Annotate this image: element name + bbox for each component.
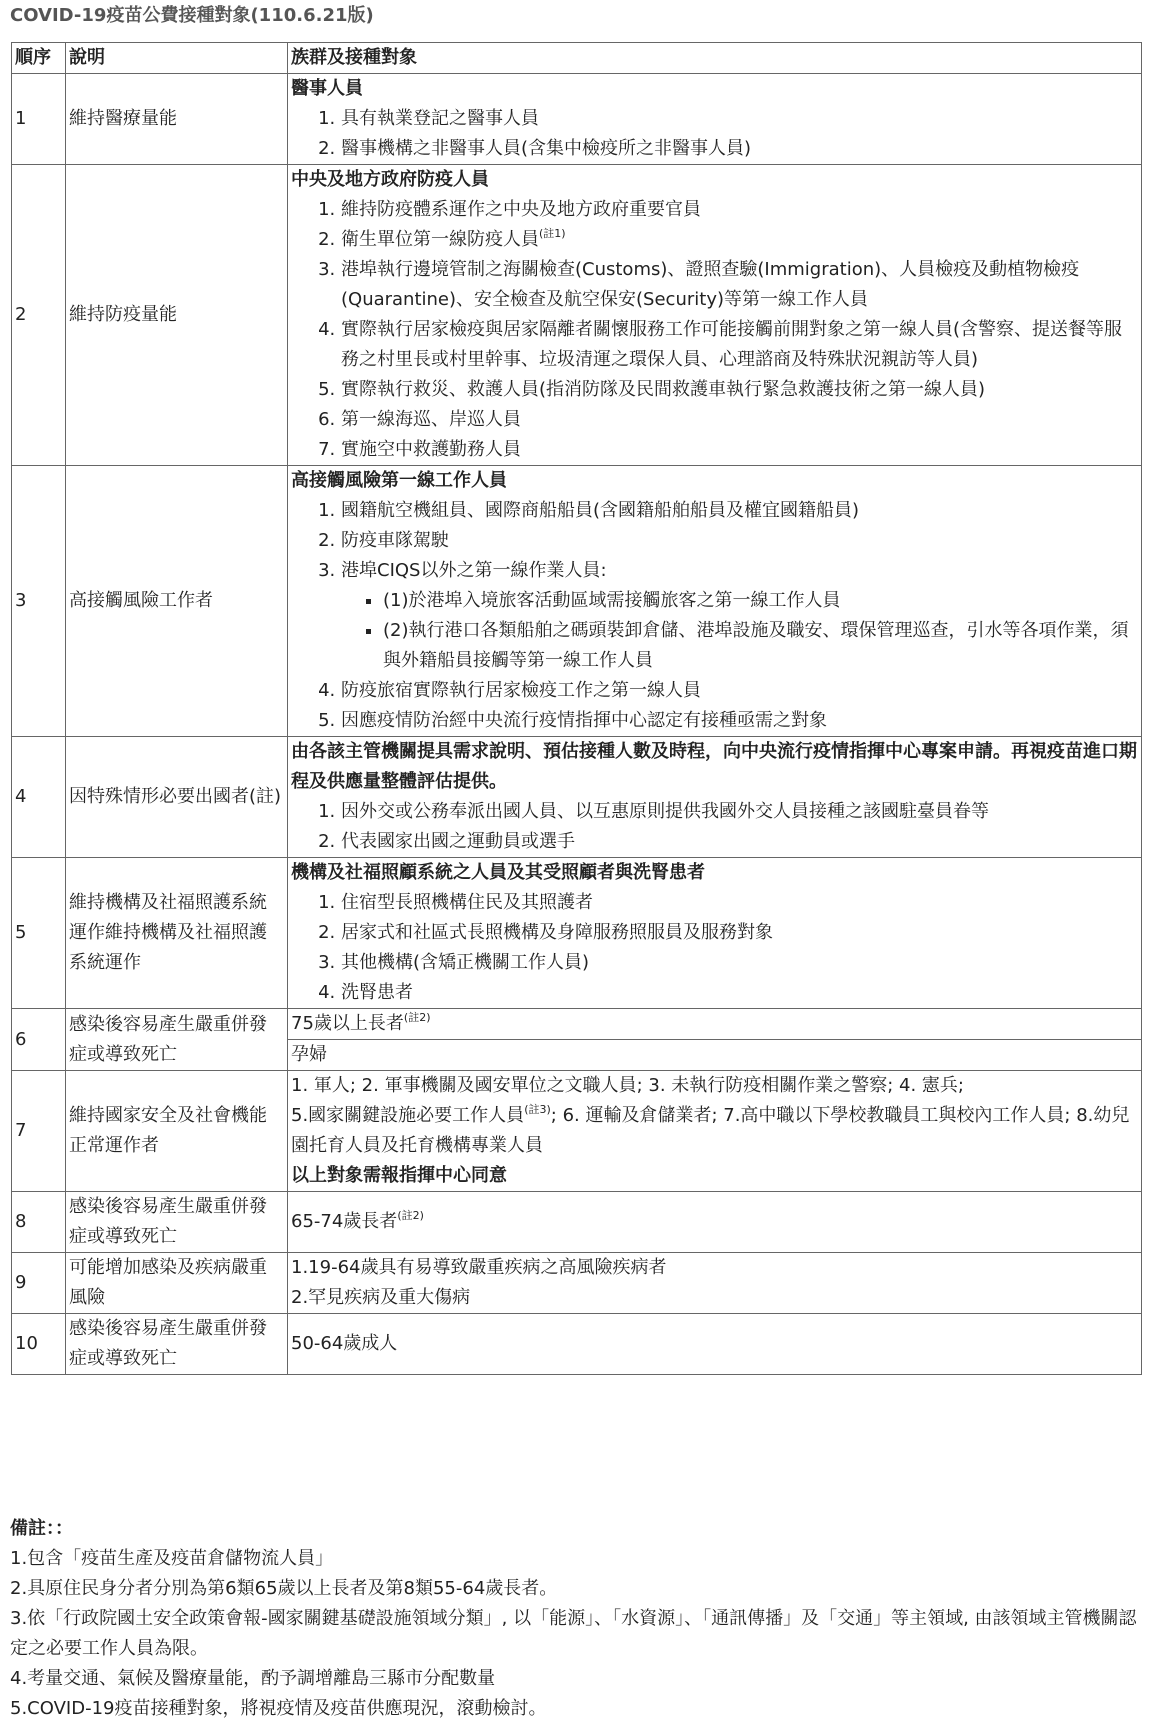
item-text: 1. 軍人; 2. 軍事機關及國安單位之文職人員; 3. 未執行防疫相關作業之警察; 4. 憲兵; (291, 1075, 965, 1096)
sub-list-item: ▪ (2)執行港口各類船舶之碼頭裝卸倉儲、港埠設施及職安、環保管理巡查，引水等各項作業，須與外籍船員接觸等第一線工作人員 (383, 616, 1138, 676)
list-item: 3. 港埠執行邊境管制之海關檢查(Customs)、證照查驗(Immigration)、人員檢疫及動植物檢疫(Quarantine)、安全檢查及航空保安(Security)等第一線工作人員 (341, 255, 1138, 315)
remarks-title: 備註：： (10, 1518, 73, 1539)
table-row (12, 1192, 1142, 1253)
group-title: 機構及社福照顧系統之人員及其受照顧者與洗腎患者 (291, 862, 705, 883)
table-row (12, 74, 1142, 165)
row-seq: 6 (12, 1009, 66, 1071)
item-text: 2.罕見疾病及重大傷病 (291, 1287, 471, 1308)
row-seq: 7 (12, 1071, 66, 1192)
row-seq: 9 (12, 1253, 66, 1314)
row-desc: 維持機構及社福照護系統運作維持機構及社福照護系統運作 (66, 858, 288, 1009)
row-group: 50-64歲成人 (288, 1314, 1142, 1375)
item-text: 1.19-64歲具有易導致嚴重疾病之高風險疾病者 (291, 1257, 667, 1278)
group-title: 醫事人員 (291, 78, 363, 99)
group-items (291, 797, 1138, 857)
row-group (288, 1192, 1142, 1253)
list-item: 1. 國籍航空機組員、國際商船船員(含國籍船舶船員及權宜國籍船員) (341, 496, 1138, 526)
list-item: 1. 因外交或公務奉派出國人員、以互惠原則提供我國外交人員接種之該國駐臺員眷等 (341, 797, 1138, 827)
row-seq: 10 (12, 1314, 66, 1375)
list-item: 4. 實際執行居家檢疫與居家隔離者關懷服務工作可能接觸前開對象之第一線人員(含警察、提送餐等服務之村里長或村里幹事、垃圾清運之環保人員、心理諮商及特殊狀況親訪等人員) (341, 315, 1138, 375)
row-group (288, 737, 1142, 858)
list-item (341, 556, 1138, 676)
list-item: 7. 實施空中救護勤務人員 (341, 435, 1138, 465)
row-group (288, 1253, 1142, 1314)
list-item: 1. 維持防疫體系運作之中央及地方政府重要官員 (341, 195, 1138, 225)
group-items (291, 888, 1138, 1008)
list-item: 2. 代表國家出國之運動員或選手 (341, 827, 1138, 857)
header-desc: 說明 (66, 43, 288, 74)
list-item: 3. 其他機構(含矯正機關工作人員) (341, 948, 1138, 978)
list-item: 2. 居家式和社區式長照機構及身障服務照服員及服務對象 (341, 918, 1138, 948)
list-item: 1. 具有執業登記之醫事人員 (341, 104, 1138, 134)
row-seq: 2 (12, 165, 66, 466)
row-seq: 3 (12, 466, 66, 737)
row-seq: 8 (12, 1192, 66, 1253)
list-item: 5. 實際執行救災、救護人員(指消防隊及民間救護車執行緊急救護技術之第一線人員) (341, 375, 1138, 405)
table-row (12, 1071, 1142, 1192)
table-row (12, 1314, 1142, 1375)
group-items (291, 496, 1138, 736)
group-title: 由各該主管機關提具需求說明、預估接種人數及時程，向中央流行疫情指揮中心專案申請。再視疫苗進口期程及供應量整體評估提供。 (291, 741, 1137, 792)
footnote-ref: (註3) (524, 1103, 551, 1116)
table-row (12, 1009, 1142, 1040)
row-desc: 維持防疫量能 (66, 165, 288, 466)
item-text: 衛生單位第一線防疫人員 (341, 229, 539, 250)
remark-line: 4.考量交通、氣候及醫療量能，酌予調增離島三縣市分配數量 (10, 1668, 496, 1689)
list-item: 4. 洗腎患者 (341, 978, 1138, 1008)
item-text: 75歲以上長者 (291, 1013, 404, 1034)
item-text: ; 6. 運輸及倉儲業者; 7.高中職以下學校教職員工與校內工作人員; 8.幼兒園托育人員及托育機構專業人員 (291, 1105, 1130, 1156)
list-item (341, 225, 1138, 255)
remark-line: 1.包含「疫苗生產及疫苗倉儲物流人員」 (10, 1548, 334, 1569)
group-title: 高接觸風險第一線工作人員 (291, 470, 507, 491)
list-item: 2. 防疫車隊駕駛 (341, 526, 1138, 556)
row-desc: 維持國家安全及社會機能正常運作者 (66, 1071, 288, 1192)
list-item: 5. 因應疫情防治經中央流行疫情指揮中心認定有接種亟需之對象 (341, 706, 1138, 736)
group-title: 中央及地方政府防疫人員 (291, 169, 489, 190)
footnote-ref: (註1) (539, 227, 566, 240)
row-seq: 4 (12, 737, 66, 858)
footnote-ref: (註2) (397, 1209, 424, 1222)
row-group (288, 466, 1142, 737)
row-group: 孕婦 (288, 1040, 1142, 1071)
row-desc: 可能增加感染及疾病嚴重風險 (66, 1253, 288, 1314)
remark-line: 3.依「行政院國土安全政策會報-國家關鍵基礎設施領域分類」, 以「能源」、「水資源」、「通訊傳播」及「交通」等主領域, 由該領域主管機關認定之必要工作人員為限。 (10, 1608, 1137, 1659)
group-items (291, 104, 1138, 164)
sub-list-item: ▪ (1)於港埠入境旅客活動區域需接觸旅客之第一線工作人員 (383, 586, 1138, 616)
row-desc: 感染後容易產生嚴重併發症或導致死亡 (66, 1192, 288, 1253)
row-desc: 感染後容易產生嚴重併發症或導致死亡 (66, 1009, 288, 1071)
list-item: 6. 第一線海巡、岸巡人員 (341, 405, 1138, 435)
row-group (288, 858, 1142, 1009)
row-seq: 1 (12, 74, 66, 165)
group-items (291, 195, 1138, 465)
row-seq: 5 (12, 858, 66, 1009)
header-seq: 順序 (12, 43, 66, 74)
list-item: 4. 防疫旅宿實際執行居家檢疫工作之第一線人員 (341, 676, 1138, 706)
row-group (288, 1009, 1142, 1040)
list-item: 1. 住宿型長照機構住民及其照護者 (341, 888, 1138, 918)
row-group (288, 165, 1142, 466)
table-row (12, 737, 1142, 858)
row-desc: 因特殊情形必要出國者(註) (66, 737, 288, 858)
remarks-section (10, 1514, 1146, 1724)
vaccine-priority-table (11, 42, 1142, 1375)
approval-note: 以上對象需報指揮中心同意 (291, 1165, 507, 1186)
remark-line: 5.COVID-19疫苗接種對象，將視疫情及疫苗供應現況，滾動檢討。 (10, 1698, 547, 1719)
item-text: 5.國家關鍵設施必要工作人員 (291, 1105, 525, 1126)
document-title: COVID-19疫苗公費接種對象(110.6.21版) (10, 5, 374, 26)
sub-items (341, 586, 1138, 676)
item-text: 65-74歲長者 (291, 1211, 398, 1232)
table-row (12, 165, 1142, 466)
remark-line: 2.具原住民身分者分別為第6類65歲以上長者及第8類55-64歲長者。 (10, 1578, 558, 1599)
footnote-ref: (註2) (403, 1011, 431, 1024)
table-row (12, 1253, 1142, 1314)
table-header-row (12, 43, 1142, 74)
row-desc: 維持醫療量能 (66, 74, 288, 165)
item-text: 港埠CIQS以外之第一線作業人員: (341, 560, 607, 581)
header-group: 族群及接種對象 (288, 43, 1142, 74)
table-row (12, 466, 1142, 737)
list-item: 2. 醫事機構之非醫事人員(含集中檢疫所之非醫事人員) (341, 134, 1138, 164)
row-group (288, 1071, 1142, 1192)
row-group (288, 74, 1142, 165)
row-desc: 感染後容易產生嚴重併發症或導致死亡 (66, 1314, 288, 1375)
table-row (12, 858, 1142, 1009)
row-desc: 高接觸風險工作者 (66, 466, 288, 737)
